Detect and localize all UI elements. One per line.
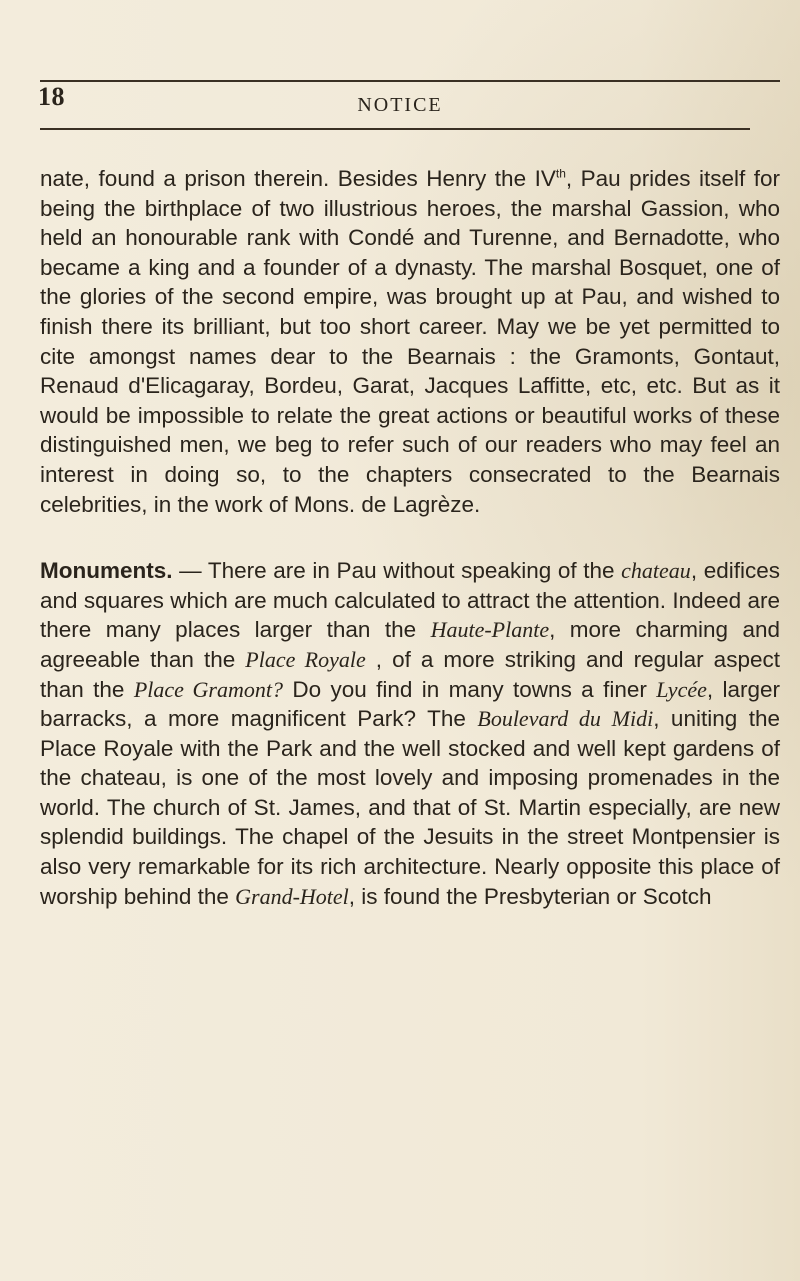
paragraph-1 bbox=[40, 164, 780, 519]
paragraph-2-text-2: , edifices and squares which are much calculated to attract the attention. Indeed are there many places larger than the bbox=[40, 558, 780, 643]
italic-lycee: Lycée bbox=[656, 676, 707, 702]
page-number: 18 bbox=[38, 82, 65, 111]
paragraph-1-text-b: , Pau prides itself for being the birthplace of two illustrious heroes, the marshal Gassion, who held an honourable rank with Condé and Turenne, and Bernadotte, who became a king and a founder of a dynasty. The marshal Bosquet, one of the glories of the second empire, was brought up at Pau, and wished to finish there its brilliant, but too short career. May we be yet permitted to cite amongst names dear to the Bearnais : the Gramonts, Gontaut, Renaud d'Elicagaray, Bordeu, Garat, Jacques Laffitte, etc, etc. But as it would be impossible to relate the great actions or beautiful works of these distinguished men, we beg to refer such of our readers who may feel an interest in doing so, to the chapters consecrated to the Bearnais celebrities, in the work of Mons. de Lagrèze. bbox=[40, 166, 780, 517]
italic-boulevard-du-midi: Boulevard du Midi bbox=[477, 706, 654, 732]
paragraph-1-text-a: nate, found a prison therein. Besides Henry the IV bbox=[40, 166, 556, 191]
body-text bbox=[40, 164, 780, 911]
paragraph-2-text-4: , of a more striking and regular aspect than the bbox=[40, 646, 780, 702]
ordinal-suffix: th bbox=[555, 166, 566, 181]
paragraph-2-text-5: Do you find in many towns a finer bbox=[282, 676, 657, 702]
header-rule-top bbox=[40, 80, 780, 82]
italic-place-royale: Place Royale bbox=[245, 646, 366, 672]
section-heading-monuments: Monuments. bbox=[40, 558, 173, 584]
paragraph-2-text-6: , larger barracks, a more magnificent Park? The bbox=[40, 676, 781, 732]
italic-haute-plante: Haute-Plante bbox=[430, 617, 550, 643]
italic-chateau: chateau bbox=[621, 558, 691, 584]
paragraph-2-text-7: , uniting the Place Royale with the Park and the well stocked and well kept gardens of the chateau, is one of the most lovely and imposing promenades in the world. The church of St. James, and that of St. Martin especially, are new splendid buildings. The chapel of the Jesuits in the street Montpensier is also very remarkable for its rich architecture. Nearly opposite this place of worship behind the bbox=[40, 706, 780, 909]
paragraph-2-text-8: , is found the Presbyterian or Scotch bbox=[348, 883, 712, 909]
italic-place-gramont: Place Gramont? bbox=[133, 676, 283, 702]
paragraph-2 bbox=[40, 556, 780, 911]
running-title: NOTICE bbox=[357, 94, 443, 116]
paragraph-2-text-3: , more charming and agreeable than the bbox=[40, 617, 780, 672]
italic-grand-hotel: Grand-Hotel bbox=[235, 883, 349, 909]
paragraph-2-text-1: — There are in Pau without speaking of the bbox=[172, 558, 622, 584]
header-rule-bottom bbox=[40, 128, 750, 130]
